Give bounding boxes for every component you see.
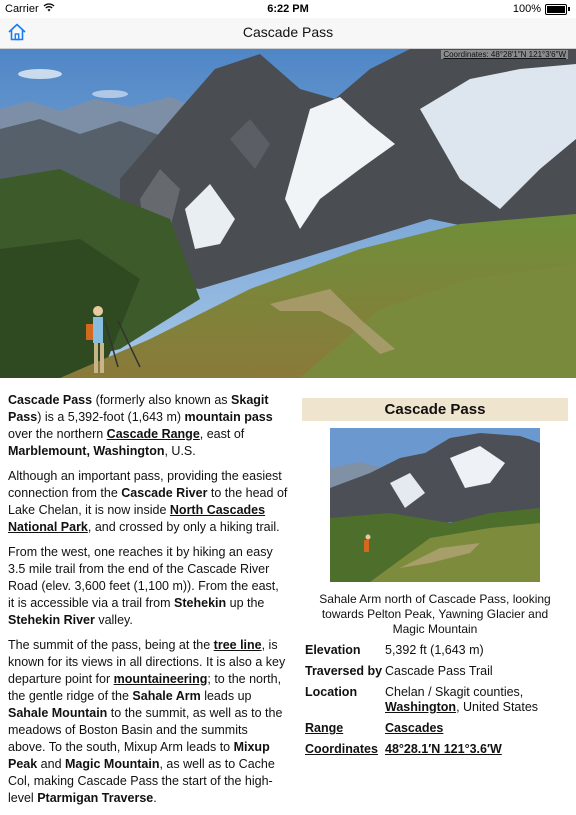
text: . [153,791,157,805]
infobox-caption: Sahale Arm north of Cascade Pass, looking towards Pelton Peak, Yawning Glacier and Magic Mountain [319,592,551,636]
bold-term: Marblemount, Washington [8,444,165,458]
bold-term: Ptarmigan Traverse [37,791,154,805]
text: , is known for its views in all directions. It is also a key departure point for [8,638,286,686]
row-value [385,742,568,757]
status-time: 6:22 PM [267,3,309,15]
sahale-arm-image [330,428,540,582]
status-right [513,3,570,15]
text: From the west, one reaches it by hiking an easy 3.5 mile trail from the end of the Cascade River Road (elev. 3,600 feet (1,100 m)). From the east, it is accessible via a trail from [8,545,279,610]
status-bar [0,0,576,18]
coordinates-link[interactable]: Coordinates: 48°28′1″N 121°3′6″W [443,50,566,59]
paragraph-intro [8,392,288,460]
link-coordinates-label[interactable]: Coordinates [305,742,378,756]
infobox [302,398,568,757]
link-range[interactable]: Range [305,721,344,735]
text: The summit of the pass, being at the [8,638,214,652]
text: up the [226,596,265,610]
row-label [302,742,385,757]
article-body [8,392,288,815]
link-cascade-range[interactable]: Cascade Range [106,427,200,441]
carrier-label: Carrier [5,3,39,15]
bold-term: Stehekin River [8,613,95,627]
text: valley. [94,613,133,627]
bold-term: Stehekin [174,596,227,610]
bold-term: Sahale Mountain [8,706,108,720]
row-value [385,685,568,715]
text: to the head of Lake Chelan, it is now inside [8,486,288,517]
link-tree-line[interactable]: tree line [213,638,262,652]
text: leads up [200,689,252,703]
bold-term: Sahale Arm [132,689,201,703]
row-label: Traversed by [305,664,383,678]
paragraph-summit [8,637,288,807]
bold-term: Magic Mountain [65,757,160,771]
infobox-row-coordinates [302,742,568,757]
row-label: Elevation [305,643,361,657]
infobox-row-location [302,685,568,715]
bold-term: Cascade Pass [8,393,93,407]
page-title: Cascade Pass [242,24,334,40]
bold-term: Mixup Peak [8,740,270,771]
text: , United States [456,700,539,714]
bold-term: Cascade River [121,486,208,500]
link-north-cascades-national-park[interactable]: North Cascades National Park [8,503,266,534]
infobox-row-elevation [302,643,568,658]
text: Although an important pass, providing the easiest connection from the [8,469,282,500]
battery-percent: 100% [512,3,541,15]
mountain-landscape-image [0,49,576,378]
link-coordinates-value[interactable]: 48°28.1′N 121°3.6′W [385,742,502,756]
link-mountaineering[interactable]: mountaineering [113,672,208,686]
text: to the summit, as well as to the meadows of Boston Basin and the summits above. To the south, Mixup Arm leads to [8,706,283,754]
battery-cap [568,7,570,11]
infobox-photo[interactable] [330,428,540,582]
text: ) is a 5,392-foot (1,643 m) [37,410,185,424]
text: , east of [199,427,245,441]
paragraph-access [8,544,288,629]
paragraph-connection [8,468,288,536]
navigation-bar [0,18,576,49]
bold-term: mountain pass [184,410,273,424]
row-value [385,721,568,736]
infobox-row-range [302,721,568,736]
link-cascades[interactable]: Cascades [385,721,444,735]
text: , as well as to Cache Col, making Cascade Pass the start of the high-level [8,757,275,805]
link-washington[interactable]: Washington [385,700,457,714]
infobox-title: Cascade Pass [302,398,568,421]
text: ; to the north, the gentle ridge of the [8,672,282,703]
row-value: Cascade Pass Trail [385,664,493,678]
row-label: Location [305,685,358,699]
hero-photo [0,49,576,378]
battery-icon [545,4,567,15]
text: and [37,757,66,771]
text: (formerly also known as [92,393,232,407]
bold-term: Skagit Pass [8,393,269,424]
row-value: 5,392 ft (1,643 m) [385,643,484,657]
text: , and crossed by only a hiking trail. [87,520,280,534]
text: over the northern [8,427,107,441]
text: , U.S. [164,444,196,458]
infobox-row-traversed-by [302,664,568,679]
text: Chelan / Skagit counties, [385,685,524,699]
row-label [302,721,385,736]
